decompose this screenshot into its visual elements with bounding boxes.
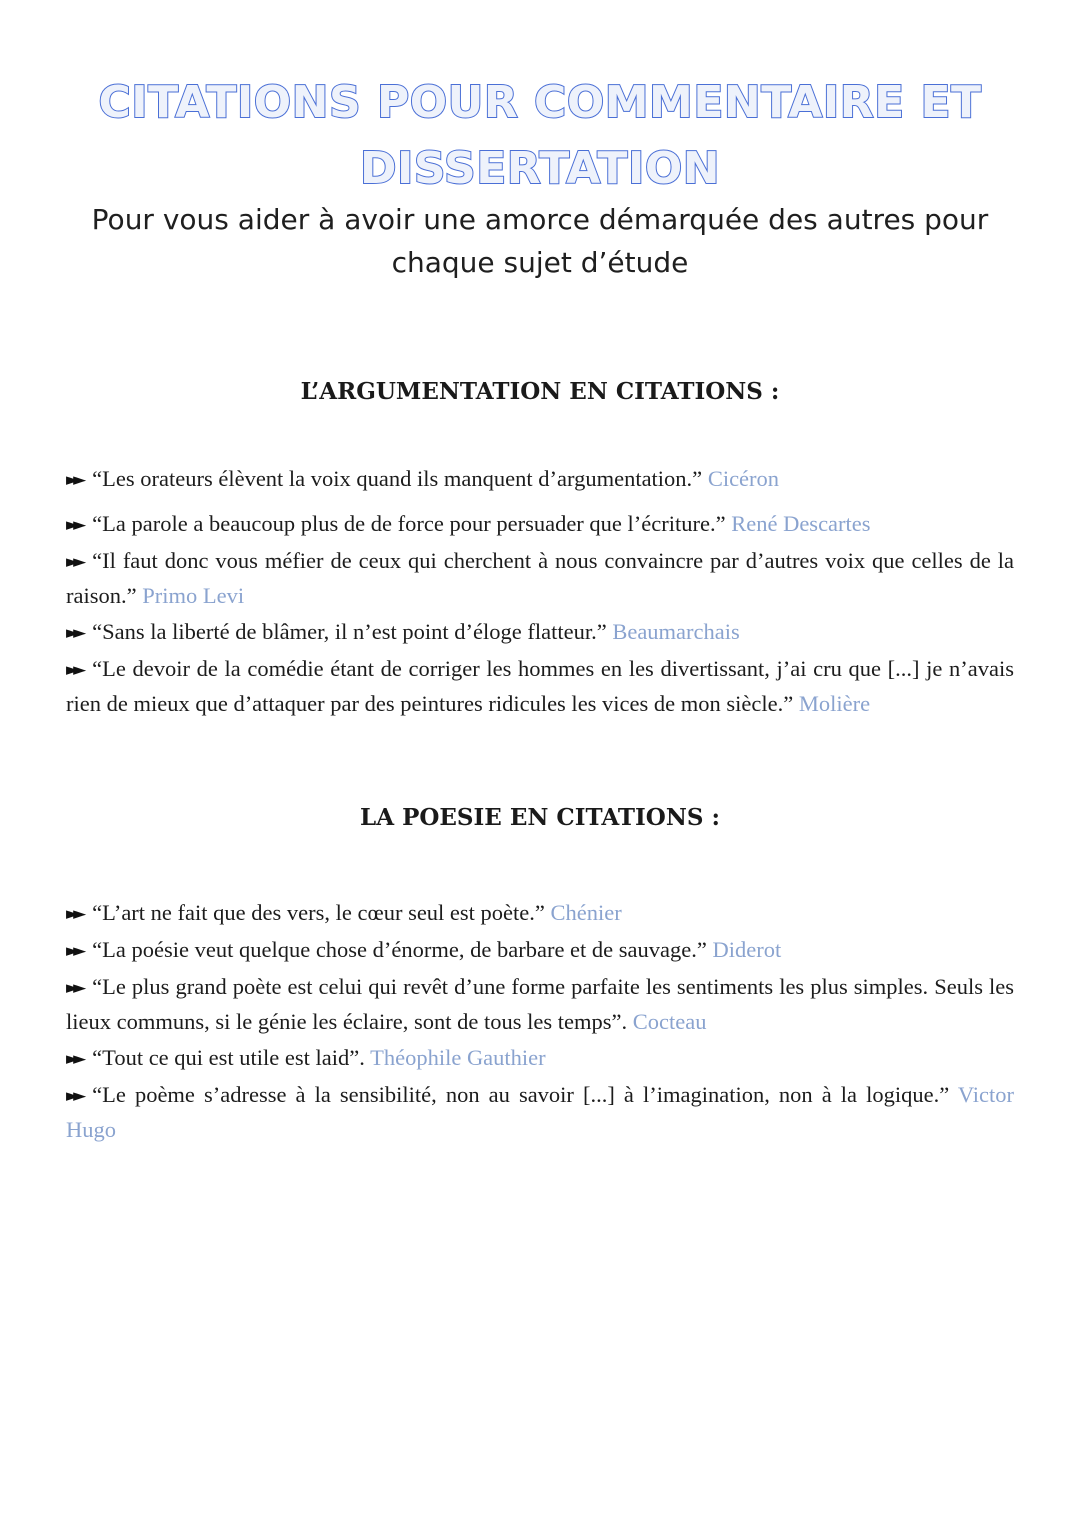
quote-text: “La parole a beaucoup plus de de force pour persuader que l’écriture.” [92, 511, 726, 536]
page-subtitle-line-2: chaque sujet d’étude [391, 246, 689, 279]
page-title-line-2: DISSERTATION [359, 143, 721, 194]
quote-item [66, 970, 1014, 1039]
page-subtitle [40, 198, 1040, 284]
quote-text: “Sans la liberté de blâmer, il n’est point d’éloge flatteur.” [92, 619, 607, 644]
quote-list-argumentation [66, 462, 1014, 723]
quote-item [66, 462, 1014, 497]
quote-author: Chénier [550, 900, 622, 925]
quote-author: Diderot [712, 937, 782, 962]
quote-text: “Le poème s’adresse à la sensibilité, non au savoir [...] à l’imagination, non à la logique.” [92, 1082, 950, 1107]
double-arrow-bullet-icon: ►► [66, 904, 81, 924]
double-arrow-bullet-icon: ►► [66, 552, 81, 572]
quote-list-poesie [66, 896, 1014, 1149]
quote-item [66, 652, 1014, 721]
quote-author: Cicéron [707, 466, 780, 491]
quote-author: Beaumarchais [612, 619, 740, 644]
quote-author: René Descartes [731, 511, 871, 536]
quote-text: “L’art ne fait que des vers, le cœur seul est poète.” [92, 900, 545, 925]
quote-author: Théophile Gauthier [370, 1045, 546, 1070]
double-arrow-bullet-icon: ►► [66, 1086, 81, 1106]
double-arrow-bullet-icon: ►► [66, 978, 81, 998]
quote-author: Primo Levi [142, 583, 245, 608]
quote-item [66, 1078, 1014, 1147]
quote-item [66, 544, 1014, 613]
section-heading-argumentation: L’ARGUMENTATION EN CITATIONS : [300, 378, 780, 405]
quote-item [66, 896, 1014, 931]
double-arrow-bullet-icon: ►► [66, 515, 81, 535]
page-subtitle-line-1: Pour vous aider à avoir une amorce démarquée des autres pour [91, 203, 989, 236]
quote-text: “La poésie veut quelque chose d’énorme, de barbare et de sauvage.” [92, 937, 707, 962]
double-arrow-bullet-icon: ►► [66, 941, 81, 961]
quote-item [66, 615, 1014, 650]
quote-author: Cocteau [632, 1009, 707, 1034]
double-arrow-bullet-icon: ►► [66, 660, 81, 680]
quote-item [66, 933, 1014, 968]
quote-text: “Il faut donc vous méfier de ceux qui cherchent à nous convaincre par d’autres voix que celles de la raison.” [66, 548, 1014, 608]
quote-item [66, 1041, 1014, 1076]
double-arrow-bullet-icon: ►► [66, 623, 81, 643]
page-title-line-1: CITATIONS POUR COMMENTAIRE ET [98, 77, 982, 128]
quote-text: “Tout ce qui est utile est laid”. [92, 1045, 365, 1070]
quote-text: “Le devoir de la comédie étant de corriger les hommes en les divertissant, j’ai cru que [...] je n’avais rien de mieux que d’attaquer par des peintures ridicules les vices de mon siècle.” [66, 656, 1014, 716]
quote-item [66, 507, 1014, 542]
page-title [60, 70, 1020, 202]
double-arrow-bullet-icon: ►► [66, 470, 81, 490]
double-arrow-bullet-icon: ►► [66, 1049, 81, 1069]
quote-text: “Les orateurs élèvent la voix quand ils manquent d’argumentation.” [92, 466, 703, 491]
section-heading-poesie: LA POESIE EN CITATIONS : [360, 804, 720, 831]
quote-author: Molière [798, 691, 871, 716]
quote-author: Victor Hugo [66, 1082, 1014, 1142]
quote-text: “Le plus grand poète est celui qui revêt d’une forme parfaite les sentiments les plus simples. Seuls les lieux communs, si le génie les éclaire, sont de tous les temps”. [66, 974, 1014, 1034]
